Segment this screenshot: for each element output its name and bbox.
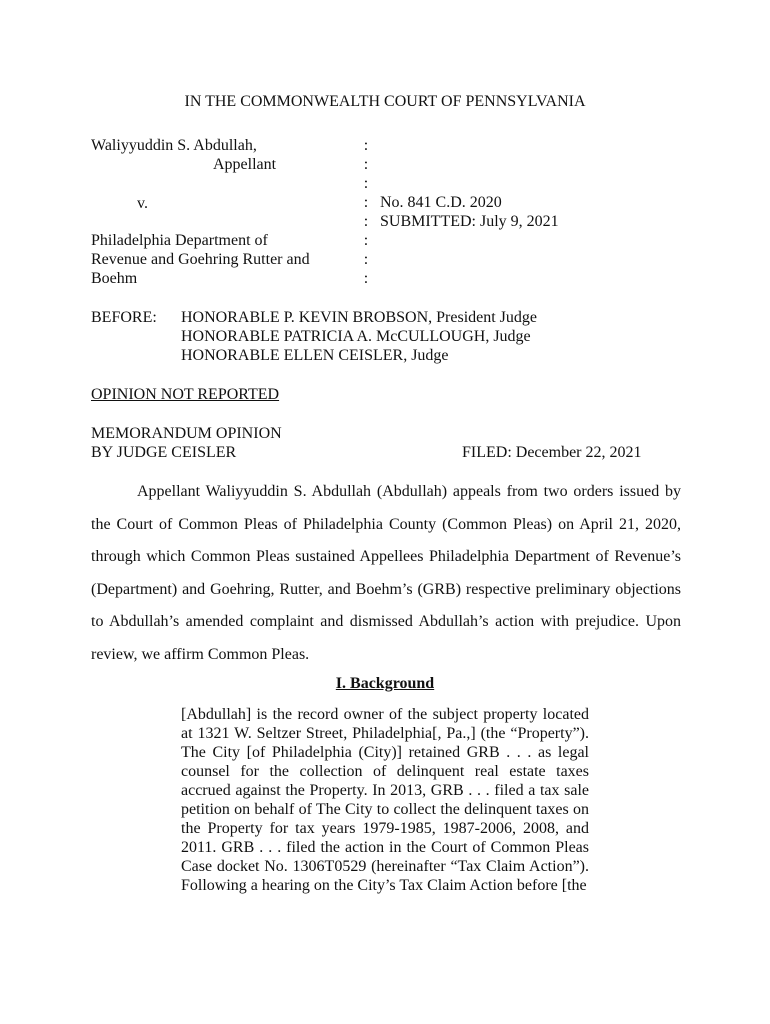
filed-date: FILED: December 22, 2021 [462,444,642,461]
caption-colon: : [363,137,369,154]
appellant-role: Appellant [213,156,277,173]
judge-3: HONORABLE ELLEN CEISLER, Judge [181,347,449,364]
intro-paragraph: Appellant Waliyyuddin S. Abdullah (Abdullah) appeals from two orders issued by the Court of Common Pleas of Philadelphia County (Common Pleas) on April 21, 2020, through which Common Pleas sustained Appellees Philadelphia Department of Revenue’s (Department) and Goehring, Rutter, and Boehm’s (GRB) respective preliminary objections to Abdullah’s amended complaint and dismissed Abdullah’s action with prejudice. Upon review, we affirm Common Pleas. [91,483,681,663]
section-heading: I. Background [335,675,435,692]
submitted-date: SUBMITTED: July 9, 2021 [380,213,559,230]
caption-colon: : [363,232,369,249]
caption-colon: : [363,175,369,192]
appellee-line-2: Revenue and Goehring Rutter and [91,251,310,268]
appellant-name: Waliyyuddin S. Abdullah, [91,137,257,154]
memorandum-title: MEMORANDUM OPINION [91,425,282,442]
caption-colon: : [363,270,369,287]
judge-1: HONORABLE P. KEVIN BROBSON, President Judge [181,309,538,326]
versus: v. [137,195,148,212]
judge-2: HONORABLE PATRICIA A. McCULLOUGH, Judge [181,328,531,345]
block-quote: [Abdullah] is the record owner of the subject property located at 1321 W. Seltzer Street, Philadelphia[, Pa.,] (the “Property”). The City [of Philadelphia (City)] retained GRB . . . as legal counsel for the collection of delinquent real estate taxes accrued against the Property. In 2013, GRB . . . filed a tax sale petition on behalf of The City to collect the delinquent taxes on the Property for tax years 1979-1985, 1987-2006, 2008, and 2011. GRB . . . filed the action in the Court of Common Pleas Case docket No. 1306T0529 (hereinafter “Tax Claim Action”). Following a hearing on the City’s Tax Claim Action before [the [181,706,589,894]
appellee-line-1: Philadelphia Department of [91,232,268,249]
docket-number: No. 841 C.D. 2020 [380,194,502,211]
opinion-status: OPINION NOT REPORTED [91,386,280,403]
memorandum-author: BY JUDGE CEISLER [91,444,237,461]
caption-colon: : [363,194,369,211]
court-title: IN THE COMMONWEALTH COURT OF PENNSYLVANIA [184,93,586,110]
caption-colon: : [363,251,369,268]
appellee-line-3: Boehm [91,270,138,287]
caption-colon: : [363,156,369,173]
caption-colon: : [363,213,369,230]
before-label: BEFORE: [91,309,157,326]
